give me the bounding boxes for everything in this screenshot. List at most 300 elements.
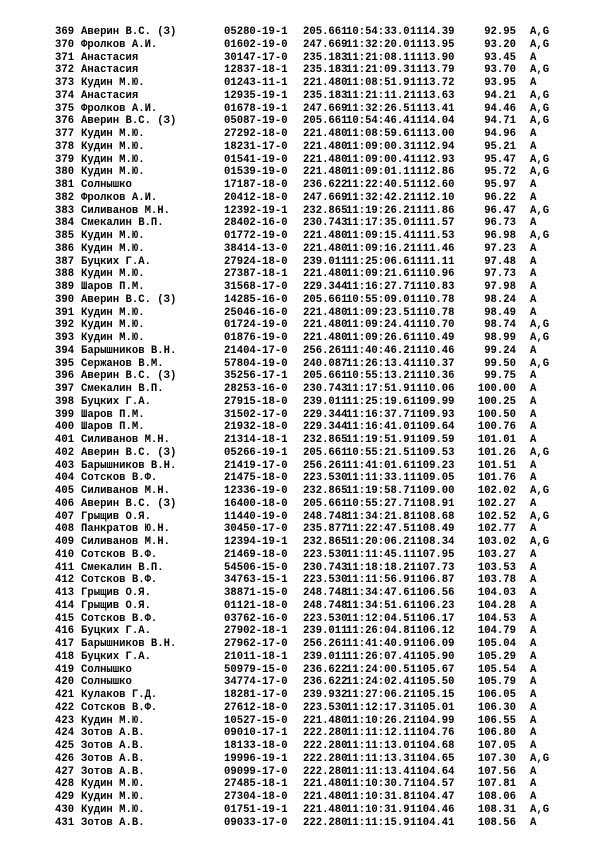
points: 94.71 <box>484 115 516 128</box>
distance: 239.011 <box>303 625 348 638</box>
ring-code: 31502-17-0 <box>224 408 288 421</box>
fancier-name: Сотсков В.Ф. <box>81 574 158 587</box>
table-row <box>0 511 600 524</box>
arrival-time: 11:11:13.4 <box>346 765 410 778</box>
table-row <box>0 766 600 779</box>
table-row <box>0 447 600 460</box>
arrival-time: 11:11:33.1 <box>346 472 410 485</box>
speed: 1108.68 <box>410 510 455 523</box>
points: 96.73 <box>484 217 516 230</box>
ring-code: 21011-18-1 <box>224 650 288 663</box>
points: 105.54 <box>477 663 516 676</box>
row-number: 376 <box>55 115 75 128</box>
table-row <box>0 676 600 689</box>
table-row <box>0 434 600 447</box>
distance: 221.480 <box>303 77 348 89</box>
table-row <box>0 205 600 218</box>
points: 93.20 <box>484 38 516 51</box>
fancier-name: Сотсков В.Ф. <box>81 701 158 714</box>
row-number: 384 <box>55 217 75 230</box>
fancier-name: Сотсков В.Ф. <box>81 472 158 485</box>
ring-code: 18231-17-0 <box>224 140 288 153</box>
row-number: 400 <box>55 421 75 434</box>
row-number: 411 <box>55 561 75 574</box>
table-row <box>0 740 600 753</box>
table-row <box>0 702 600 715</box>
row-number: 428 <box>55 778 75 791</box>
points: 99.50 <box>484 357 516 370</box>
arrival-time: 11:12:04.5 <box>346 612 410 625</box>
table-row <box>0 256 600 269</box>
fancier-name: Грыщив О.Я. <box>81 599 151 612</box>
row-number: 391 <box>55 306 75 319</box>
arrival-time: 11:09:16.2 <box>346 242 410 255</box>
speed: 1107.73 <box>410 561 455 574</box>
arrival-time: 10:55:09.0 <box>346 293 410 306</box>
speed: 1106.23 <box>410 599 455 612</box>
fancier-name: Зотов А.В. <box>81 752 145 765</box>
row-number: 373 <box>55 77 75 89</box>
speed: 1112.93 <box>410 153 455 166</box>
speed: 1104.41 <box>410 816 455 829</box>
table-row <box>0 727 600 740</box>
ring-code: 10527-15-0 <box>224 714 288 727</box>
arrival-time: 11:32:20.0 <box>346 38 410 51</box>
points: 103.02 <box>477 536 516 548</box>
flags: A <box>530 689 537 701</box>
ring-code: 35256-17-1 <box>224 370 288 383</box>
distance: 248.748 <box>303 587 348 599</box>
flags: A <box>530 714 537 727</box>
ring-code: 12392-19-1 <box>224 204 288 217</box>
flags: A <box>530 191 537 204</box>
speed: 1106.56 <box>410 587 455 599</box>
row-number: 372 <box>55 64 75 77</box>
flags: A <box>530 587 537 599</box>
points: 106.30 <box>477 701 516 714</box>
speed: 1106.09 <box>410 638 455 650</box>
distance: 205.661 <box>303 115 348 128</box>
speed: 1109.05 <box>410 472 455 485</box>
distance: 230.743 <box>303 217 348 230</box>
row-number: 407 <box>55 510 75 523</box>
points: 108.56 <box>477 816 516 829</box>
speed: 1111.86 <box>410 204 455 217</box>
row-number: 377 <box>55 128 75 140</box>
ring-code: 21932-18-0 <box>224 421 288 434</box>
points: 97.23 <box>484 242 516 255</box>
table-row <box>0 791 600 804</box>
table-row <box>0 370 600 383</box>
speed: 1110.46 <box>410 344 455 357</box>
speed: 1111.11 <box>410 255 455 268</box>
row-number: 410 <box>55 548 75 561</box>
points: 107.56 <box>477 765 516 778</box>
flags: A <box>530 778 537 791</box>
distance: 222.280 <box>303 727 348 740</box>
table-row <box>0 753 600 766</box>
row-number: 412 <box>55 574 75 587</box>
ring-code: 05266-19-1 <box>224 446 288 459</box>
points: 102.77 <box>477 523 516 536</box>
distance: 221.480 <box>303 332 348 344</box>
distance: 232.865 <box>303 536 348 548</box>
arrival-time: 11:41:40.9 <box>346 638 410 650</box>
arrival-time: 11:26:07.4 <box>346 650 410 663</box>
speed: 1108.91 <box>410 497 455 510</box>
speed: 1108.49 <box>410 523 455 536</box>
distance: 205.661 <box>303 497 348 510</box>
arrival-time: 11:21:09.3 <box>346 64 410 77</box>
distance: 235.183 <box>303 64 348 77</box>
points: 99.24 <box>484 344 516 357</box>
speed: 1109.99 <box>410 395 455 408</box>
table-row <box>0 625 600 638</box>
flags: A <box>530 701 537 714</box>
ring-code: 27915-18-0 <box>224 395 288 408</box>
arrival-time: 11:40:46.2 <box>346 344 410 357</box>
arrival-time: 11:16:27.7 <box>346 281 410 293</box>
table-row <box>0 64 600 77</box>
row-number: 381 <box>55 179 75 191</box>
distance: 205.661 <box>303 26 348 38</box>
flags: A <box>530 638 537 650</box>
arrival-time: 11:22:40.5 <box>346 179 410 191</box>
speed: 1111.57 <box>410 217 455 230</box>
ring-code: 21404-17-0 <box>224 344 288 357</box>
ring-code: 01243-11-1 <box>224 77 288 89</box>
speed: 1111.53 <box>410 230 455 242</box>
row-number: 409 <box>55 536 75 548</box>
ring-code: 01539-19-0 <box>224 166 288 179</box>
fancier-name: Силиванов М.Н. <box>81 485 171 497</box>
speed: 1110.83 <box>410 281 455 293</box>
points: 102.27 <box>477 497 516 510</box>
flags: A,G <box>530 38 550 51</box>
fancier-name: Кудин М.Ю. <box>81 242 145 255</box>
table-row <box>0 613 600 626</box>
speed: 1105.01 <box>410 701 455 714</box>
table-row <box>0 574 600 587</box>
distance: 222.280 <box>303 740 348 752</box>
table-row <box>0 52 600 65</box>
arrival-time: 11:11:15.9 <box>346 816 410 829</box>
distance: 256.261 <box>303 638 348 650</box>
speed: 1111.46 <box>410 242 455 255</box>
points: 108.31 <box>477 803 516 816</box>
row-number: 429 <box>55 791 75 803</box>
flags: A <box>530 434 537 446</box>
ring-code: 30147-17-0 <box>224 51 288 64</box>
table-row <box>0 179 600 192</box>
table-row <box>0 166 600 179</box>
distance: 229.344 <box>303 281 348 293</box>
row-number: 405 <box>55 485 75 497</box>
flags: A <box>530 548 537 561</box>
points: 101.26 <box>477 446 516 459</box>
points: 98.99 <box>484 332 516 344</box>
points: 100.50 <box>477 408 516 421</box>
ring-code: 12837-18-1 <box>224 64 288 77</box>
points: 106.55 <box>477 714 516 727</box>
distance: 205.661 <box>303 446 348 459</box>
points: 100.00 <box>477 383 516 395</box>
ring-code: 17187-18-0 <box>224 179 288 191</box>
flags: A <box>530 51 537 64</box>
ring-code: 21469-18-0 <box>224 548 288 561</box>
speed: 1110.36 <box>410 370 455 383</box>
arrival-time: 11:22:47.5 <box>346 523 410 536</box>
speed: 1110.96 <box>410 268 455 281</box>
row-number: 416 <box>55 625 75 638</box>
speed: 1113.41 <box>410 102 455 115</box>
points: 105.29 <box>477 650 516 663</box>
ring-code: 09033-17-0 <box>224 816 288 829</box>
arrival-time: 11:24:02.4 <box>346 676 410 689</box>
ring-code: 28402-16-0 <box>224 217 288 230</box>
ring-code: 12935-19-1 <box>224 89 288 102</box>
distance: 221.480 <box>303 242 348 255</box>
fancier-name: Кудин М.Ю. <box>81 166 145 179</box>
arrival-time: 10:55:21.5 <box>346 446 410 459</box>
fancier-name: Фролков А.И. <box>81 102 158 115</box>
flags: A,G <box>530 752 550 765</box>
speed: 1104.57 <box>410 778 455 791</box>
flags: A,G <box>530 153 550 166</box>
fancier-name: Силиванов М.Н. <box>81 204 171 217</box>
ring-code: 09010-17-1 <box>224 727 288 740</box>
distance: 247.669 <box>303 38 348 51</box>
table-row <box>0 307 600 320</box>
fancier-name: Сотсков В.Ф. <box>81 548 158 561</box>
points: 105.79 <box>477 676 516 689</box>
table-row <box>0 39 600 52</box>
points: 107.05 <box>477 740 516 752</box>
fancier-name: Анастасия <box>81 64 139 77</box>
speed: 1108.34 <box>410 536 455 548</box>
points: 108.06 <box>477 791 516 803</box>
speed: 1114.04 <box>410 115 455 128</box>
distance: 236.622 <box>303 663 348 676</box>
fancier-name: Зотов А.В. <box>81 765 145 778</box>
row-number: 375 <box>55 102 75 115</box>
fancier-name: Сотсков В.Ф. <box>81 612 158 625</box>
flags: A,G <box>530 89 550 102</box>
speed: 1105.67 <box>410 663 455 676</box>
points: 95.47 <box>484 153 516 166</box>
flags: A <box>530 255 537 268</box>
fancier-name: Сержанов В.М. <box>81 357 164 370</box>
table-row <box>0 817 600 830</box>
arrival-time: 10:55:27.7 <box>346 497 410 510</box>
points: 95.97 <box>484 179 516 191</box>
distance: 222.280 <box>303 816 348 829</box>
row-number: 402 <box>55 446 75 459</box>
flags: A <box>530 765 537 778</box>
points: 106.05 <box>477 689 516 701</box>
table-row <box>0 664 600 677</box>
fancier-name: Шаров П.М. <box>81 408 145 421</box>
flags: A,G <box>530 510 550 523</box>
row-number: 425 <box>55 740 75 752</box>
fancier-name: Аверин В.С. (З) <box>81 497 177 510</box>
flags: A <box>530 140 537 153</box>
table-row <box>0 536 600 549</box>
fancier-name: Анастасия <box>81 89 139 102</box>
speed: 1104.46 <box>410 803 455 816</box>
speed: 1113.63 <box>410 89 455 102</box>
ring-code: 27485-18-1 <box>224 778 288 791</box>
table-row <box>0 421 600 434</box>
distance: 232.865 <box>303 204 348 217</box>
row-number: 419 <box>55 663 75 676</box>
speed: 1106.12 <box>410 625 455 638</box>
speed: 1113.72 <box>410 77 455 89</box>
points: 94.21 <box>484 89 516 102</box>
flags: A,G <box>530 166 550 179</box>
table-row <box>0 332 600 345</box>
flags: A <box>530 293 537 306</box>
distance: 222.280 <box>303 752 348 765</box>
ring-code: 21419-17-0 <box>224 459 288 472</box>
flags: A,G <box>530 26 550 38</box>
ring-code: 01678-19-1 <box>224 102 288 115</box>
row-number: 406 <box>55 497 75 510</box>
row-number: 422 <box>55 701 75 714</box>
row-number: 430 <box>55 803 75 816</box>
table-row <box>0 128 600 141</box>
row-number: 369 <box>55 26 75 38</box>
table-row <box>0 523 600 536</box>
arrival-time: 11:25:19.6 <box>346 395 410 408</box>
distance: 230.743 <box>303 383 348 395</box>
row-number: 413 <box>55 587 75 599</box>
ring-code: 12336-19-0 <box>224 485 288 497</box>
row-number: 398 <box>55 395 75 408</box>
points: 104.79 <box>477 625 516 638</box>
ring-code: 25046-16-0 <box>224 306 288 319</box>
arrival-time: 11:17:35.0 <box>346 217 410 230</box>
speed: 1104.99 <box>410 714 455 727</box>
table-row <box>0 638 600 651</box>
distance: 205.661 <box>303 370 348 383</box>
ring-code: 27304-18-0 <box>224 791 288 803</box>
points: 101.01 <box>477 434 516 446</box>
distance: 248.748 <box>303 599 348 612</box>
points: 101.76 <box>477 472 516 485</box>
ring-code: 30450-17-0 <box>224 523 288 536</box>
ring-code: 34774-17-0 <box>224 676 288 689</box>
speed: 1113.95 <box>410 38 455 51</box>
fancier-name: Барышников В.Н. <box>81 344 177 357</box>
points: 104.03 <box>477 587 516 599</box>
row-number: 397 <box>55 383 75 395</box>
table-row <box>0 472 600 485</box>
arrival-time: 11:16:41.0 <box>346 421 410 434</box>
points: 96.98 <box>484 230 516 242</box>
row-number: 394 <box>55 344 75 357</box>
arrival-time: 11:26:04.8 <box>346 625 410 638</box>
arrival-time: 11:11:13.3 <box>346 752 410 765</box>
fancier-name: Кудин М.Ю. <box>81 153 145 166</box>
flags: A <box>530 421 537 434</box>
row-number: 417 <box>55 638 75 650</box>
distance: 221.480 <box>303 166 348 179</box>
distance: 221.480 <box>303 319 348 332</box>
distance: 223.530 <box>303 574 348 587</box>
flags: A <box>530 459 537 472</box>
fancier-name: Фролков А.И. <box>81 38 158 51</box>
arrival-time: 11:08:59.6 <box>346 128 410 140</box>
flags: A <box>530 650 537 663</box>
points: 100.25 <box>477 395 516 408</box>
table-row <box>0 77 600 90</box>
arrival-time: 11:24:00.5 <box>346 663 410 676</box>
table-row <box>0 90 600 103</box>
flags: A <box>530 128 537 140</box>
table-row <box>0 485 600 498</box>
table-row <box>0 549 600 562</box>
fancier-name: Буцких Г.А. <box>81 395 151 408</box>
arrival-time: 11:27:06.2 <box>346 689 410 701</box>
flags: A <box>530 523 537 536</box>
table-row <box>0 396 600 409</box>
arrival-time: 11:12:17.3 <box>346 701 410 714</box>
row-number: 379 <box>55 153 75 166</box>
row-number: 388 <box>55 268 75 281</box>
fancier-name: Кудин М.Ю. <box>81 791 145 803</box>
row-number: 389 <box>55 281 75 293</box>
ring-code: 05087-19-0 <box>224 115 288 128</box>
points: 103.78 <box>477 574 516 587</box>
speed: 1106.17 <box>410 612 455 625</box>
fancier-name: Смекалин В.П. <box>81 383 164 395</box>
table-row <box>0 498 600 511</box>
speed: 1109.23 <box>410 459 455 472</box>
speed: 1104.65 <box>410 752 455 765</box>
speed: 1104.76 <box>410 727 455 740</box>
arrival-time: 11:09:23.5 <box>346 306 410 319</box>
points: 97.48 <box>484 255 516 268</box>
row-number: 399 <box>55 408 75 421</box>
distance: 223.530 <box>303 701 348 714</box>
row-number: 370 <box>55 38 75 51</box>
row-number: 427 <box>55 765 75 778</box>
fancier-name: Кудин М.Ю. <box>81 128 145 140</box>
fancier-name: Кудин М.Ю. <box>81 77 145 89</box>
table-row <box>0 460 600 473</box>
table-row <box>0 281 600 294</box>
fancier-name: Аверин В.С. (З) <box>81 293 177 306</box>
speed: 1114.39 <box>410 26 455 38</box>
fancier-name: Кудин М.Ю. <box>81 268 145 281</box>
flags: A,G <box>530 102 550 115</box>
ring-code: 01751-19-1 <box>224 803 288 816</box>
distance: 222.280 <box>303 765 348 778</box>
distance: 221.480 <box>303 140 348 153</box>
ring-code: 03762-16-0 <box>224 612 288 625</box>
flags: A <box>530 383 537 395</box>
flags: A,G <box>530 230 550 242</box>
row-number: 382 <box>55 191 75 204</box>
points: 102.02 <box>477 485 516 497</box>
fancier-name: Буцких Г.А. <box>81 650 151 663</box>
flags: A <box>530 791 537 803</box>
fancier-name: Барышников В.Н. <box>81 638 177 650</box>
table-row <box>0 115 600 128</box>
points: 98.24 <box>484 293 516 306</box>
arrival-time: 11:17:51.9 <box>346 383 410 395</box>
